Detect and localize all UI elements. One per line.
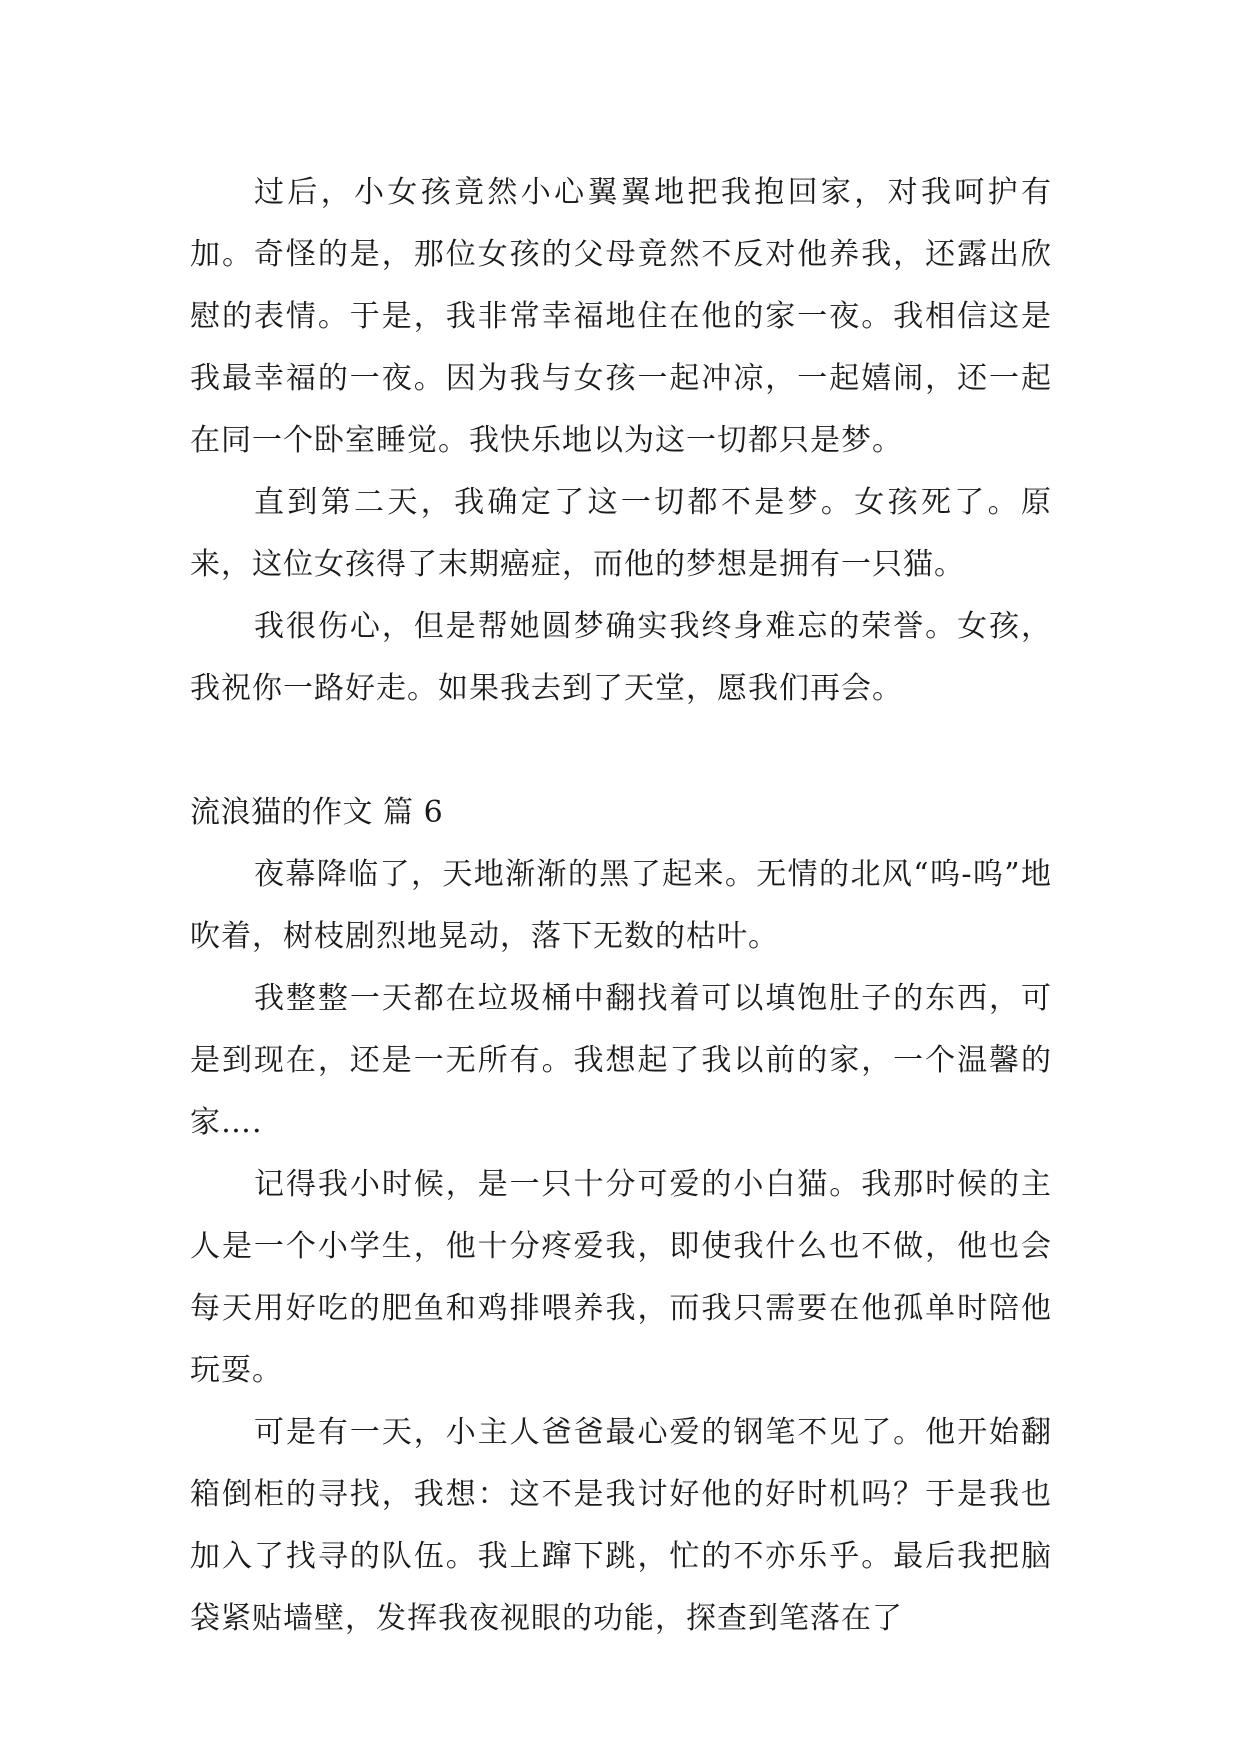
section-title: 流浪猫的作文 篇 6 <box>190 795 444 830</box>
paragraph: 我很伤心，但是帮她圆梦确实我终身难忘的荣誉。女孩，我祝你一路好走。如果我去到了天堂，愿我们再会。 <box>190 609 1052 706</box>
document-body <box>190 162 1052 1650</box>
paragraph: 记得我小时候，是一只十分可爱的小白猫。我那时候的主人是一个小学生，他十分疼爱我，即使我什么也不做，他也会每天用好吃的肥鱼和鸡排喂养我，而我只需要在他孤单时陪他玩耍。 <box>190 1167 1052 1388</box>
paragraph: 过后，小女孩竟然小心翼翼地把我抱回家，对我呵护有加。奇怪的是，那位女孩的父母竟然不反对他养我，还露出欣慰的表情。于是，我非常幸福地住在他的家一夜。我相信这是我最幸福的一夜。因为我与女孩一起冲凉，一起嬉闹，还一起在同一个卧室睡觉。我快乐地以为这一切都只是梦。 <box>190 175 1052 458</box>
paragraph: 夜幕降临了，天地渐渐的黑了起来。无情的北风“呜-呜”地吹着，树枝剧烈地晃动，落下无数的枯叶。 <box>190 857 1052 954</box>
paragraph: 直到第二天，我确定了这一切都不是梦。女孩死了。原来，这位女孩得了末期癌症，而他的梦想是拥有一只猫。 <box>190 485 1052 582</box>
paragraph: 我整整一天都在垃圾桶中翻找着可以填饱肚子的东西，可是到现在，还是一无所有。我想起了我以前的家，一个温馨的家…. <box>190 981 1052 1140</box>
section-spacer <box>190 720 1052 782</box>
paragraph: 可是有一天，小主人爸爸最心爱的钢笔不见了。他开始翻箱倒柜的寻找，我想：这不是我讨好他的好时机吗？于是我也加入了找寻的队伍。我上蹿下跳，忙的不亦乐乎。最后我把脑袋紧贴墙壁，发挥我夜视眼的功能，探查到笔落在了 <box>190 1415 1052 1636</box>
